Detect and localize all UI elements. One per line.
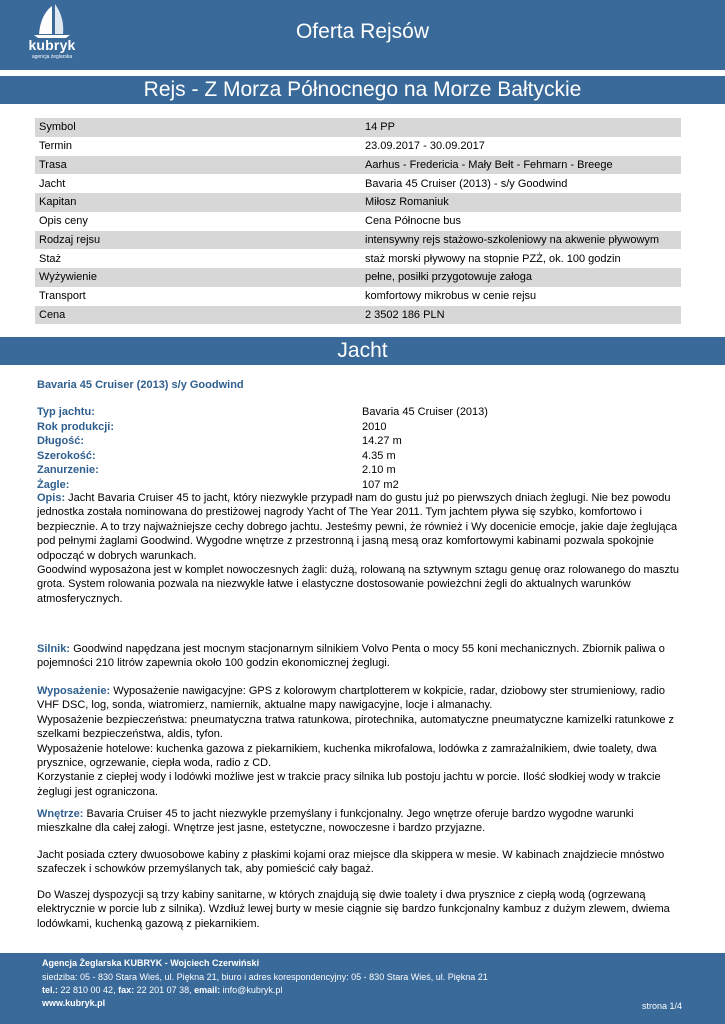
info-label: Rodzaj rejsu [35,231,361,250]
interior-description [37,807,682,836]
info-label: Symbol [35,118,361,137]
wyposazenie-label: Wyposażenie: [37,685,111,697]
spec-label: Szerokość: [37,449,96,462]
info-label: Opis ceny [39,215,88,228]
info-value: pełne, posiłki przygotowuje załoga [361,268,681,287]
page-number: strona 1/4 [641,1001,682,1011]
info-row [35,306,681,325]
info-row [35,174,681,193]
spec-value: 4.35 m [362,449,396,462]
info-row [35,118,681,137]
wnetrze-para-2: Jacht posiada cztery dwuosobowe kabiny z płaskimi kojami oraz miejsce dla skippera w mesie. W kabinach znajdziecie mnóstwo szafeczek i schowków przemyślanych tak, aby pomieścić cały bagaż. [37,849,665,876]
wnetrze-para-3: Do Waszej dyspozycji są trzy kabiny sanitarne, w których znajdują się dwie toalety i dwa prysznice z ciepłą wodą (ogrzewaną elektrycznie w porcie lub z silnika). Wzdłuż lewej burty w mesie ciągnie się bardzo funkcjonalny kambuz z dużym zlewem, dwiema lodówkami, kuchenką gazową z piekarnikiem. [37,889,670,930]
wyposazenie-line-2: Wyposażenie hotelowe: kuchenka gazowa z piekarnikiem, kuchenka mikrofalowa, lodówka z zamrażalnikiem, dwie toalety, dwa prysznice, ogrzewanie, ciepła woda, radio z CD. [37,742,657,770]
yacht-specs [37,405,677,492]
info-value: Bavaria 45 Cruiser (2013) - s/y Goodwind [365,177,568,190]
spec-value: 2010 [362,420,387,433]
info-value: staż morski pływowy na stopnie PZŻ, ok. 100 godzin [365,252,621,265]
info-row [35,249,681,268]
footer-company: Agencja Żeglarska KUBRYK - Wojciech Czerwiński [42,958,260,968]
opis-label: Opis: [37,492,66,504]
website-link[interactable]: www.kubryk.pl [42,998,106,1008]
wnetrze-text: Bavaria Cruiser 45 to jacht niezwykle przemyślany i funkcjonalny. Jego wnętrze oferuje bardzo wygodne warunki mieszkalne dla całej załogi. Wnętrze jest jasne, estetyczne, nowoczesne i bardzo przyjazne. [37,808,634,835]
spec-value: 2.10 m [362,464,396,476]
logo-tagline: agencja żeglarska [31,54,73,60]
silnik-text: Goodwind napędzana jest mocnym stacjonarnym silnikiem Volvo Penta o mocy 55 koni mechanicznych. Zbiornik paliwa o pojemności 210 litrów zapewnia około 100 godzin ekonomicznej żeglugi. [37,643,665,670]
info-value: Aarhus - Fredericia - Mały Bełt - Fehmarn - Breege [361,156,681,175]
cruise-title: Rejs - Z Morza Północnego na Morze Bałtyckie [0,76,725,104]
info-value: komfortowy mikrobus w cenie rejsu [365,290,537,303]
spec-row [37,420,677,435]
spec-row [37,463,677,478]
info-value: Cena Północne bus [365,215,462,228]
info-value: 2 3502 186 PLN [361,306,681,325]
info-label: Trasa [35,156,361,175]
spec-label: Żagle: [37,478,70,491]
spec-row [37,478,677,493]
info-value: 23.09.2017 - 30.09.2017 [365,140,485,153]
spec-value: 107 m2 [362,478,399,491]
silnik-label: Silnik: [37,643,71,655]
spec-row [37,405,677,420]
email-label: email: [194,985,221,995]
info-row [35,268,681,287]
tel-value[interactable]: 22 810 00 42, [58,985,119,995]
info-value: Miłosz Romaniuk [361,193,681,212]
spec-row [37,434,677,449]
info-row [35,193,681,212]
footer [0,953,725,1024]
opis-text-2: Goodwind wyposażona jest w komplet nowoczesnych żagli: dużą, rolowaną na sztywnym sztagu genuę oraz rolowanego do masztu grota. System rolowania pozwala na niezwykle łatwe i elastyczne dostosowanie powieżchni żegli do aktualnych warunków atmosferycznych. [37,564,680,605]
opis-text: Jacht Bavaria Cruiser 45 to jacht, który niezwykle przypadł nam do gustu już po pierwszych dniach żeglugi. Nie bez powodu jednostka została nominowana do prestiżowej nagrody Yacht of The Year 2011. Tym jachtem pływa się szybko, komfortowo i bezpiecznie. A to trzy najważniejsze cechy dobrego jachtu. Jesteśmy pewni, że również i Wy docenicie emocje, jakie daje żeglująca pod pełnymi żaglami Goodwind. Wygodne wnętrze z przestronną i jasną mesą oraz komfortowymi kabinami pozwala spokojnie odpocząć w dobrych warunkach. [37,492,678,562]
footer-address: siedziba: 05 - 830 Stara Wieś, ul. Piękna 21, biuro i adres korespondencyjny: 05 - 830 Stara Wieś, ul. Piękna 21 [42,972,488,982]
yacht-description [37,491,682,606]
cabins-paragraph [37,848,682,877]
wyposazenie-text: Wyposażenie nawigacyjne: GPS z kolorowym chartplotterem w kokpicie, radar, dziobowy ster strumieniowy, radio VHF DSC, log, sonda, wiatromierz, namiernik, aktualne mapy nawigacyjne, locje i almanachy. [37,685,665,712]
info-label: Cena [35,306,361,325]
info-label: Termin [39,140,73,153]
info-row [35,231,681,250]
info-value: 14 PP [361,118,681,137]
info-row [35,156,681,175]
tel-label: tel.: [42,985,59,995]
page-title: Oferta Rejsów [295,20,430,43]
info-label: Jacht [39,177,66,190]
spec-value: 14.27 m [362,435,402,447]
info-value: intensywny rejs stażowo-szkoleniowy na akwenie pływowym [361,231,681,250]
info-label: Staż [39,252,62,265]
info-label: Wyżywienie [35,268,361,287]
sanitary-paragraph [37,888,682,931]
spec-row [37,449,677,464]
yacht-name: Bavaria 45 Cruiser (2013) s/y Goodwind [37,379,244,391]
logo-text: kubryk [28,37,76,53]
engine-description [37,642,682,671]
wyposazenie-line-3: Korzystanie z ciepłej wody i lodówki możliwe jest w trakcie pracy silnika lub postoju jachtu w porcie. Ilość słodkiej wody w trakcie żeglugi jest ograniczona. [37,771,661,798]
info-row [35,287,681,306]
spec-label: Rok produkcji: [37,420,115,433]
footer-contact [42,985,282,995]
info-label: Kapitan [35,193,361,212]
info-label: Transport [39,290,86,303]
spec-label: Zanurzenie: [37,464,99,476]
equipment-description [37,684,682,799]
spec-label: Typ jachtu: [37,406,95,418]
wnetrze-label: Wnętrze: [37,808,84,820]
fax-value[interactable]: 22 201 07 38, [134,985,195,995]
wyposazenie-line-1: Wyposażenie bezpieczeństwa: pneumatyczna tratwa ratunkowa, pirotechnika, automatyczne pneumatyczne kamizelki ratunkowe z szelkami bezpieczeństwa, aldis, tyfon. [37,713,675,741]
email-link[interactable]: info@kubryk.pl [220,985,283,995]
info-row [35,137,681,156]
cruise-info-table [35,118,681,324]
header-banner [0,0,725,70]
spec-value: Bavaria 45 Cruiser (2013) [362,406,488,418]
fax-label: fax: [118,985,135,995]
spec-label: Długość: [37,435,85,447]
yacht-section-title: Jacht [0,337,725,365]
info-row [35,212,681,231]
